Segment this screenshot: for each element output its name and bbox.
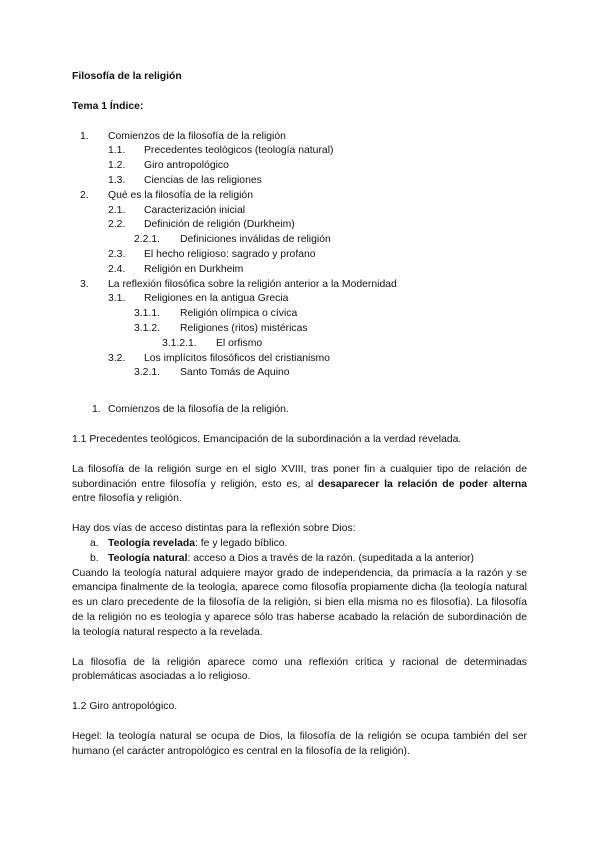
- toc-item: [72, 307, 527, 322]
- toc-item-label: Religiones (ritos) mistéricas: [180, 322, 308, 334]
- toc-item: [72, 218, 527, 233]
- toc-item-label: Santo Tomás de Aquino: [180, 367, 290, 379]
- document-content: [72, 70, 527, 759]
- toc-item-number: 1.3.: [108, 174, 126, 186]
- toc-item-label: La reflexión filosófica sobre la religión anterior a la Modernidad: [108, 278, 397, 290]
- paragraph-origin-part1: La filosofía de la religión surge en el siglo XVIII, tras poner fin a cualquier tipo de relación de subordinación entre filosofía y religión, esto es, al: [72, 463, 527, 490]
- toc-item: [72, 352, 527, 367]
- toc-item-label: Qué es la filosofía de la religión: [108, 189, 253, 201]
- list-term: Teología natural: [108, 552, 188, 564]
- toc-item-number: 2.: [80, 189, 89, 201]
- toc-item-label: Definiciones inválidas de religión: [180, 234, 331, 246]
- toc-item-number: 3.: [80, 278, 89, 290]
- toc-item-label: Religión en Durkheim: [144, 263, 244, 275]
- toc-item-number: 2.2.: [108, 219, 126, 231]
- section-1-number: 1.: [92, 404, 101, 416]
- subsection-1-2-heading: 1.2 Giro antropológico.: [72, 701, 178, 713]
- toc-item-label: Los implícitos filosóficos del cristianismo: [144, 352, 330, 364]
- toc-item: [72, 159, 527, 174]
- list-item: [72, 552, 527, 567]
- toc-item: [72, 337, 527, 352]
- list-item: [72, 537, 527, 552]
- toc-item-number: 1.2.: [108, 160, 126, 172]
- paragraph-two-ways: Hay dos vías de acceso distintas para la reflexión sobre Dios:: [72, 523, 356, 535]
- toc-item-number: 3.1.2.: [134, 322, 160, 334]
- toc-item-number: 3.2.: [108, 352, 126, 364]
- toc-item-number: 2.1.: [108, 204, 126, 216]
- toc-item: [72, 248, 527, 263]
- toc-item-label: El hecho religioso: sagrado y profano: [144, 248, 316, 260]
- toc-item-label: Precedentes teológicos (teología natural): [144, 145, 334, 157]
- paragraph-origin: [72, 463, 527, 507]
- toc-item: [72, 278, 527, 293]
- toc-item-label: Religión olímpica o cívica: [180, 308, 298, 320]
- paragraph-critical-reflection: La filosofía de la religión aparece como una reflexión crítica y racional de determinadas problemáticas asociadas a lo religioso.: [72, 656, 527, 683]
- toc-item-number: 3.2.1.: [134, 367, 160, 379]
- section-1-heading: [72, 403, 527, 418]
- toc-item: [72, 144, 527, 159]
- toc-item: [72, 263, 527, 278]
- toc-item: [72, 174, 527, 189]
- list-marker: b.: [90, 552, 99, 564]
- subsection-1-1-heading: 1.1 Precedentes teológicos. Emancipación de la subordinación a la verdad revelada.: [72, 433, 462, 445]
- paragraph-natural-theology: Cuando la teología natural adquiere mayor grado de independencia, da primacía a la razón y se emancipa finalmente de la teología, aparece como filosofía propiamente dicha (la teología natural es un claro precedente de la filosofía de la religión, si bien ella misma no es filosofía). La filosofía de la religión no es teología y aparece sólo tras haberse acabado la relación de subordinación de la teología natural respecto a la revelada.: [72, 567, 527, 638]
- toc-item: [72, 233, 527, 248]
- toc-item-number: 1.1.: [108, 145, 126, 157]
- toc-item: [72, 366, 527, 381]
- toc-item-number: 2.3.: [108, 248, 126, 260]
- toc-item-label: El orfismo: [216, 337, 263, 349]
- index-heading: Tema 1 Índice:: [72, 100, 144, 112]
- toc-item-label: Caracterización inicial: [144, 204, 246, 216]
- paragraph-origin-part2: entre filosofía y religión.: [72, 493, 182, 505]
- section-1-title: Comienzos de la filosofía de la religión.: [108, 404, 289, 416]
- toc-item-label: Ciencias de las religiones: [144, 174, 262, 186]
- toc-item-label: Definición de religión (Durkheim): [144, 219, 295, 231]
- toc-item-number: 2.2.1.: [134, 234, 160, 246]
- table-of-contents: [72, 130, 527, 382]
- list-marker: a.: [90, 537, 99, 549]
- toc-item: [72, 130, 527, 145]
- toc-item: [72, 322, 527, 337]
- toc-item: [72, 292, 527, 307]
- list-description: : fe y legado bíblico.: [195, 537, 288, 549]
- toc-item-number: 3.1.1.: [134, 308, 160, 320]
- list-term: Teología revelada: [108, 537, 196, 549]
- toc-item-number: 3.1.2.1.: [162, 337, 197, 349]
- toc-item-number: 3.1.: [108, 293, 126, 305]
- list-description: : acceso a Dios a través de la razón. (supeditada a la anterior): [187, 552, 474, 564]
- document-title: Filosofía de la religión: [72, 71, 182, 82]
- toc-item-label: Religiones en la antigua Grecia: [144, 293, 289, 305]
- paragraph-hegel: Hegel: la teología natural se ocupa de Dios, la filosofía de la religión se ocupa también del ser humano (el carácter antropológico es central en la filosofía de la religión).: [72, 730, 527, 757]
- toc-item-label: Giro antropológico: [144, 160, 229, 172]
- toc-item: [72, 204, 527, 219]
- toc-item-number: 2.4.: [108, 263, 126, 275]
- toc-item: [72, 189, 527, 204]
- toc-item-label: Comienzos de la filosofía de la religión: [108, 130, 286, 142]
- toc-item-number: 1.: [80, 130, 89, 142]
- paragraph-origin-emphasis: desaparecer la relación de poder alterna: [318, 478, 527, 490]
